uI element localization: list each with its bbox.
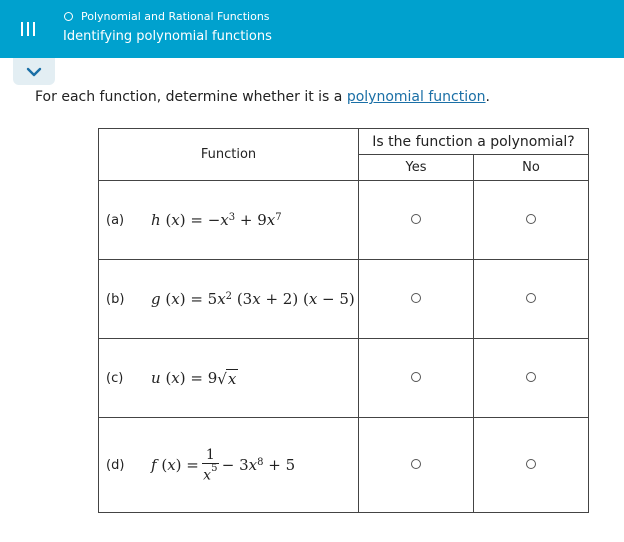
row-label: (b) [106,291,125,307]
table-row [99,260,589,339]
table-row [99,418,589,513]
menu-button[interactable] [0,0,56,58]
function-column-header: Function [99,129,359,181]
topic-breadcrumb[interactable] [64,10,270,23]
collapse-toggle-button[interactable] [13,58,55,85]
instruction-text [35,89,490,105]
function-cell-a [99,181,359,260]
function-cell-c [99,339,359,418]
yes-column-header: Yes [359,155,474,181]
page-title: Identifying polynomial functions [63,29,272,44]
topic-circle-icon [64,12,73,21]
answer-table [98,128,589,513]
radio-d-no[interactable] [526,459,536,469]
header-bar [0,0,624,58]
question-header: Is the function a polynomial? [359,129,589,155]
row-label: (a) [106,212,125,228]
table-row [99,181,589,260]
function-cell-d [99,418,359,513]
instruction-prefix: For each function, determine whether it is a [35,89,347,105]
function-expression-b: g ( x ) = 5 x $^2$ (3 x + 2) ( x − 5) [151,290,355,308]
fraction: $\frac{1}{x^5}$ [203,446,218,484]
chevron-down-icon [26,67,42,77]
table-row [99,339,589,418]
row-label: (c) [106,370,124,386]
function-expression-a: h ( x ) = − x $^3$ + 9 x $^7$ [151,211,282,229]
menu-icon [9,10,47,48]
no-column-header: No [474,155,589,181]
radio-c-no[interactable] [526,372,536,382]
radio-b-yes[interactable] [411,293,421,303]
function-expression-c: u ( x ) = 9 √ x [151,369,237,388]
instruction-suffix: . [485,89,490,105]
function-expression-d: f ( x ) = $\frac{1}{x^5}$ − 3 x $^8$ + 5 [151,446,296,484]
radio-a-yes[interactable] [411,214,421,224]
radio-d-yes[interactable] [411,459,421,469]
radio-c-yes[interactable] [411,372,421,382]
polynomial-function-link[interactable]: polynomial function [346,89,486,105]
radio-b-no[interactable] [526,293,536,303]
radio-a-no[interactable] [526,214,536,224]
topic-text: Polynomial and Rational Functions [81,10,270,23]
sqrt-symbol: √ x [217,369,237,388]
row-label: (d) [106,457,125,473]
function-cell-b [99,260,359,339]
